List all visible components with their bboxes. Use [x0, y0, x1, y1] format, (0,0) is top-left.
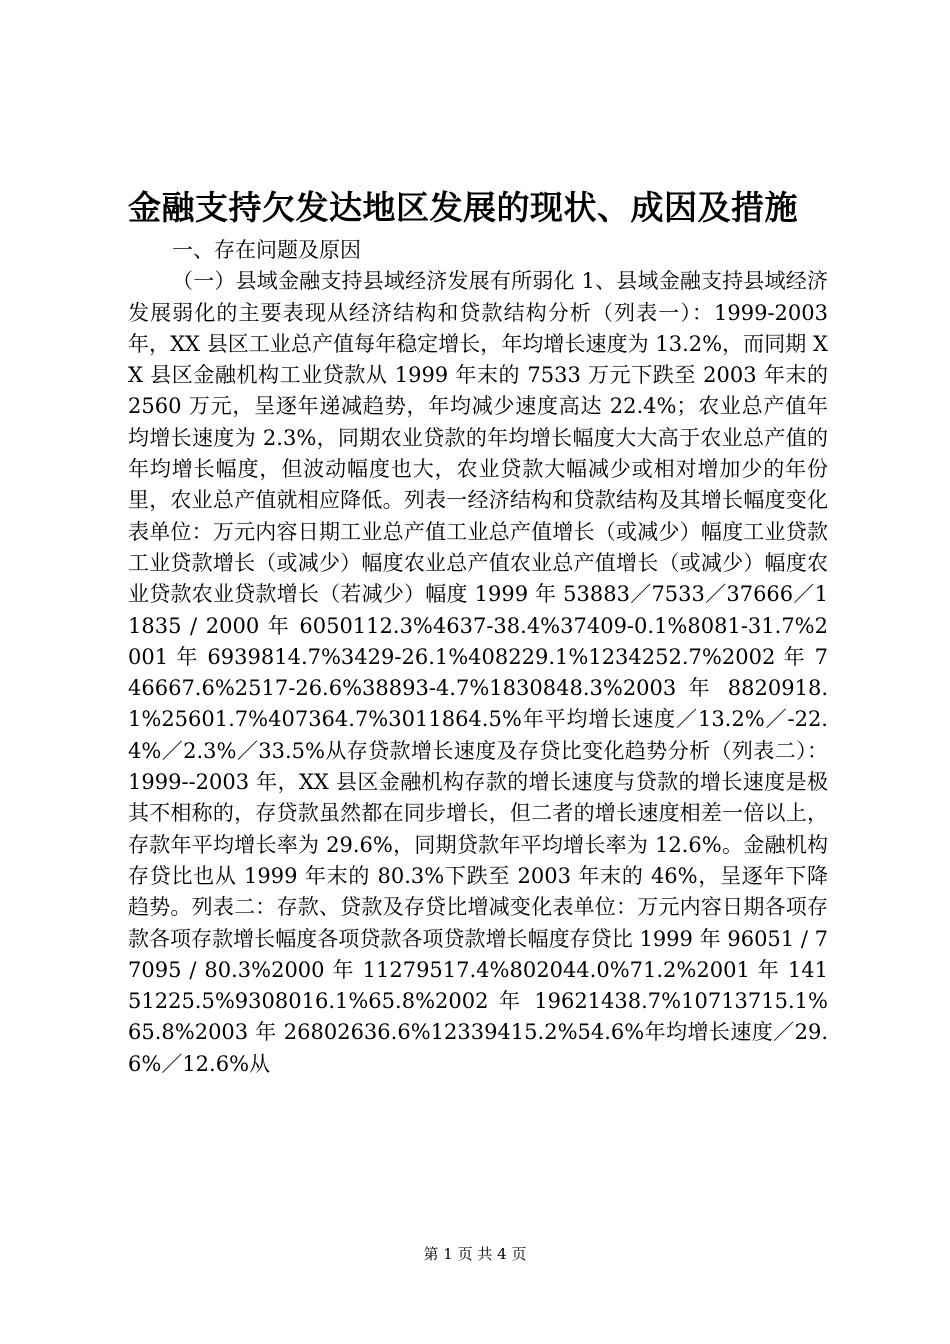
page-number-footer: 第 1 页 共 4 页 [423, 1245, 527, 1263]
section-heading: 一、存在问题及原因 [172, 238, 361, 262]
document-body [128, 235, 828, 1080]
document-title: 金融支持欠发达地区发展的现状、成因及措施 [128, 188, 798, 227]
body-paragraph: （一）县域金融支持县域经济发展有所弱化 1、县域金融支持县域经济发展弱化的主要表现从经济结构和贷款结构分析（列表一）：1999-2003 年，XX 县区工业总产值每年稳定增长，年均增长速度为 13.2%，而同期 XX 县区金融机构工业贷款从 1999 年末的 7533 万元下跌至 2003 年末的 2560 万元，呈逐年递减趋势，年均减少速度高达 22.4%；农业总产值年均增长速度为 2.3%，同期农业贷款的年均增长幅度大大高于农业总产值的年均增长幅度，但波动幅度也大，农业贷款大幅减少或相对增加少的年份里，农业总产值就相应降低。列表一经济结构和贷款结构及其增长幅度变化表单位：万元内容日期工业总产值工业总产值增长（或减少）幅度工业贷款工业贷款增长（或减少）幅度农业总产值农业总产值增长（或减少）幅度农业贷款农业贷款增长（若减少）幅度 1999 年 53883／7533／37666／11835 / 2000 年 6050112.3%4637-38.4%37409-0.1%8081-31.7%2001 年 6939814.7%3429-26.1%408229.1%1234252.7%2002 年 746667.6%2517-26.6%38893-4.7%1830848.3%2003 年 8820918.1%25601.7%407364.7%3011864.5%年平均增长速度／13.2%／-22.4%／2.3%／33.5%从存贷款增长速度及存贷比变化趋势分析（列表二）：1999--2003 年，XX 县区金融机构存款的增长速度与贷款的增长速度是极其不相称的，存贷款虽然都在同步增长，但二者的增长速度相差一倍以上，存款年平均增长率为 29.6%，同期贷款年平均增长率为 12.6%。金融机构存贷比也从 1999 年末的 80.3%下跌至 2003 年末的 46%，呈逐年下降趋势。列表二：存款、贷款及存贷比增减变化表单位：万元内容日期各项存款各项存款增长幅度各项贷款各项贷款增长幅度存贷比 1999 年 96051 / 77095 / 80.3%2000 年 11279517.4%802044.0%71.2%2001 年 14151225.5%9308016.1%65.8%2002 年 19621438.7%10713715.1%65.8%2003 年 26802636.6%12339415.2%54.6%年均增长速度／29.6%／12.6%从 [128, 269, 828, 1076]
